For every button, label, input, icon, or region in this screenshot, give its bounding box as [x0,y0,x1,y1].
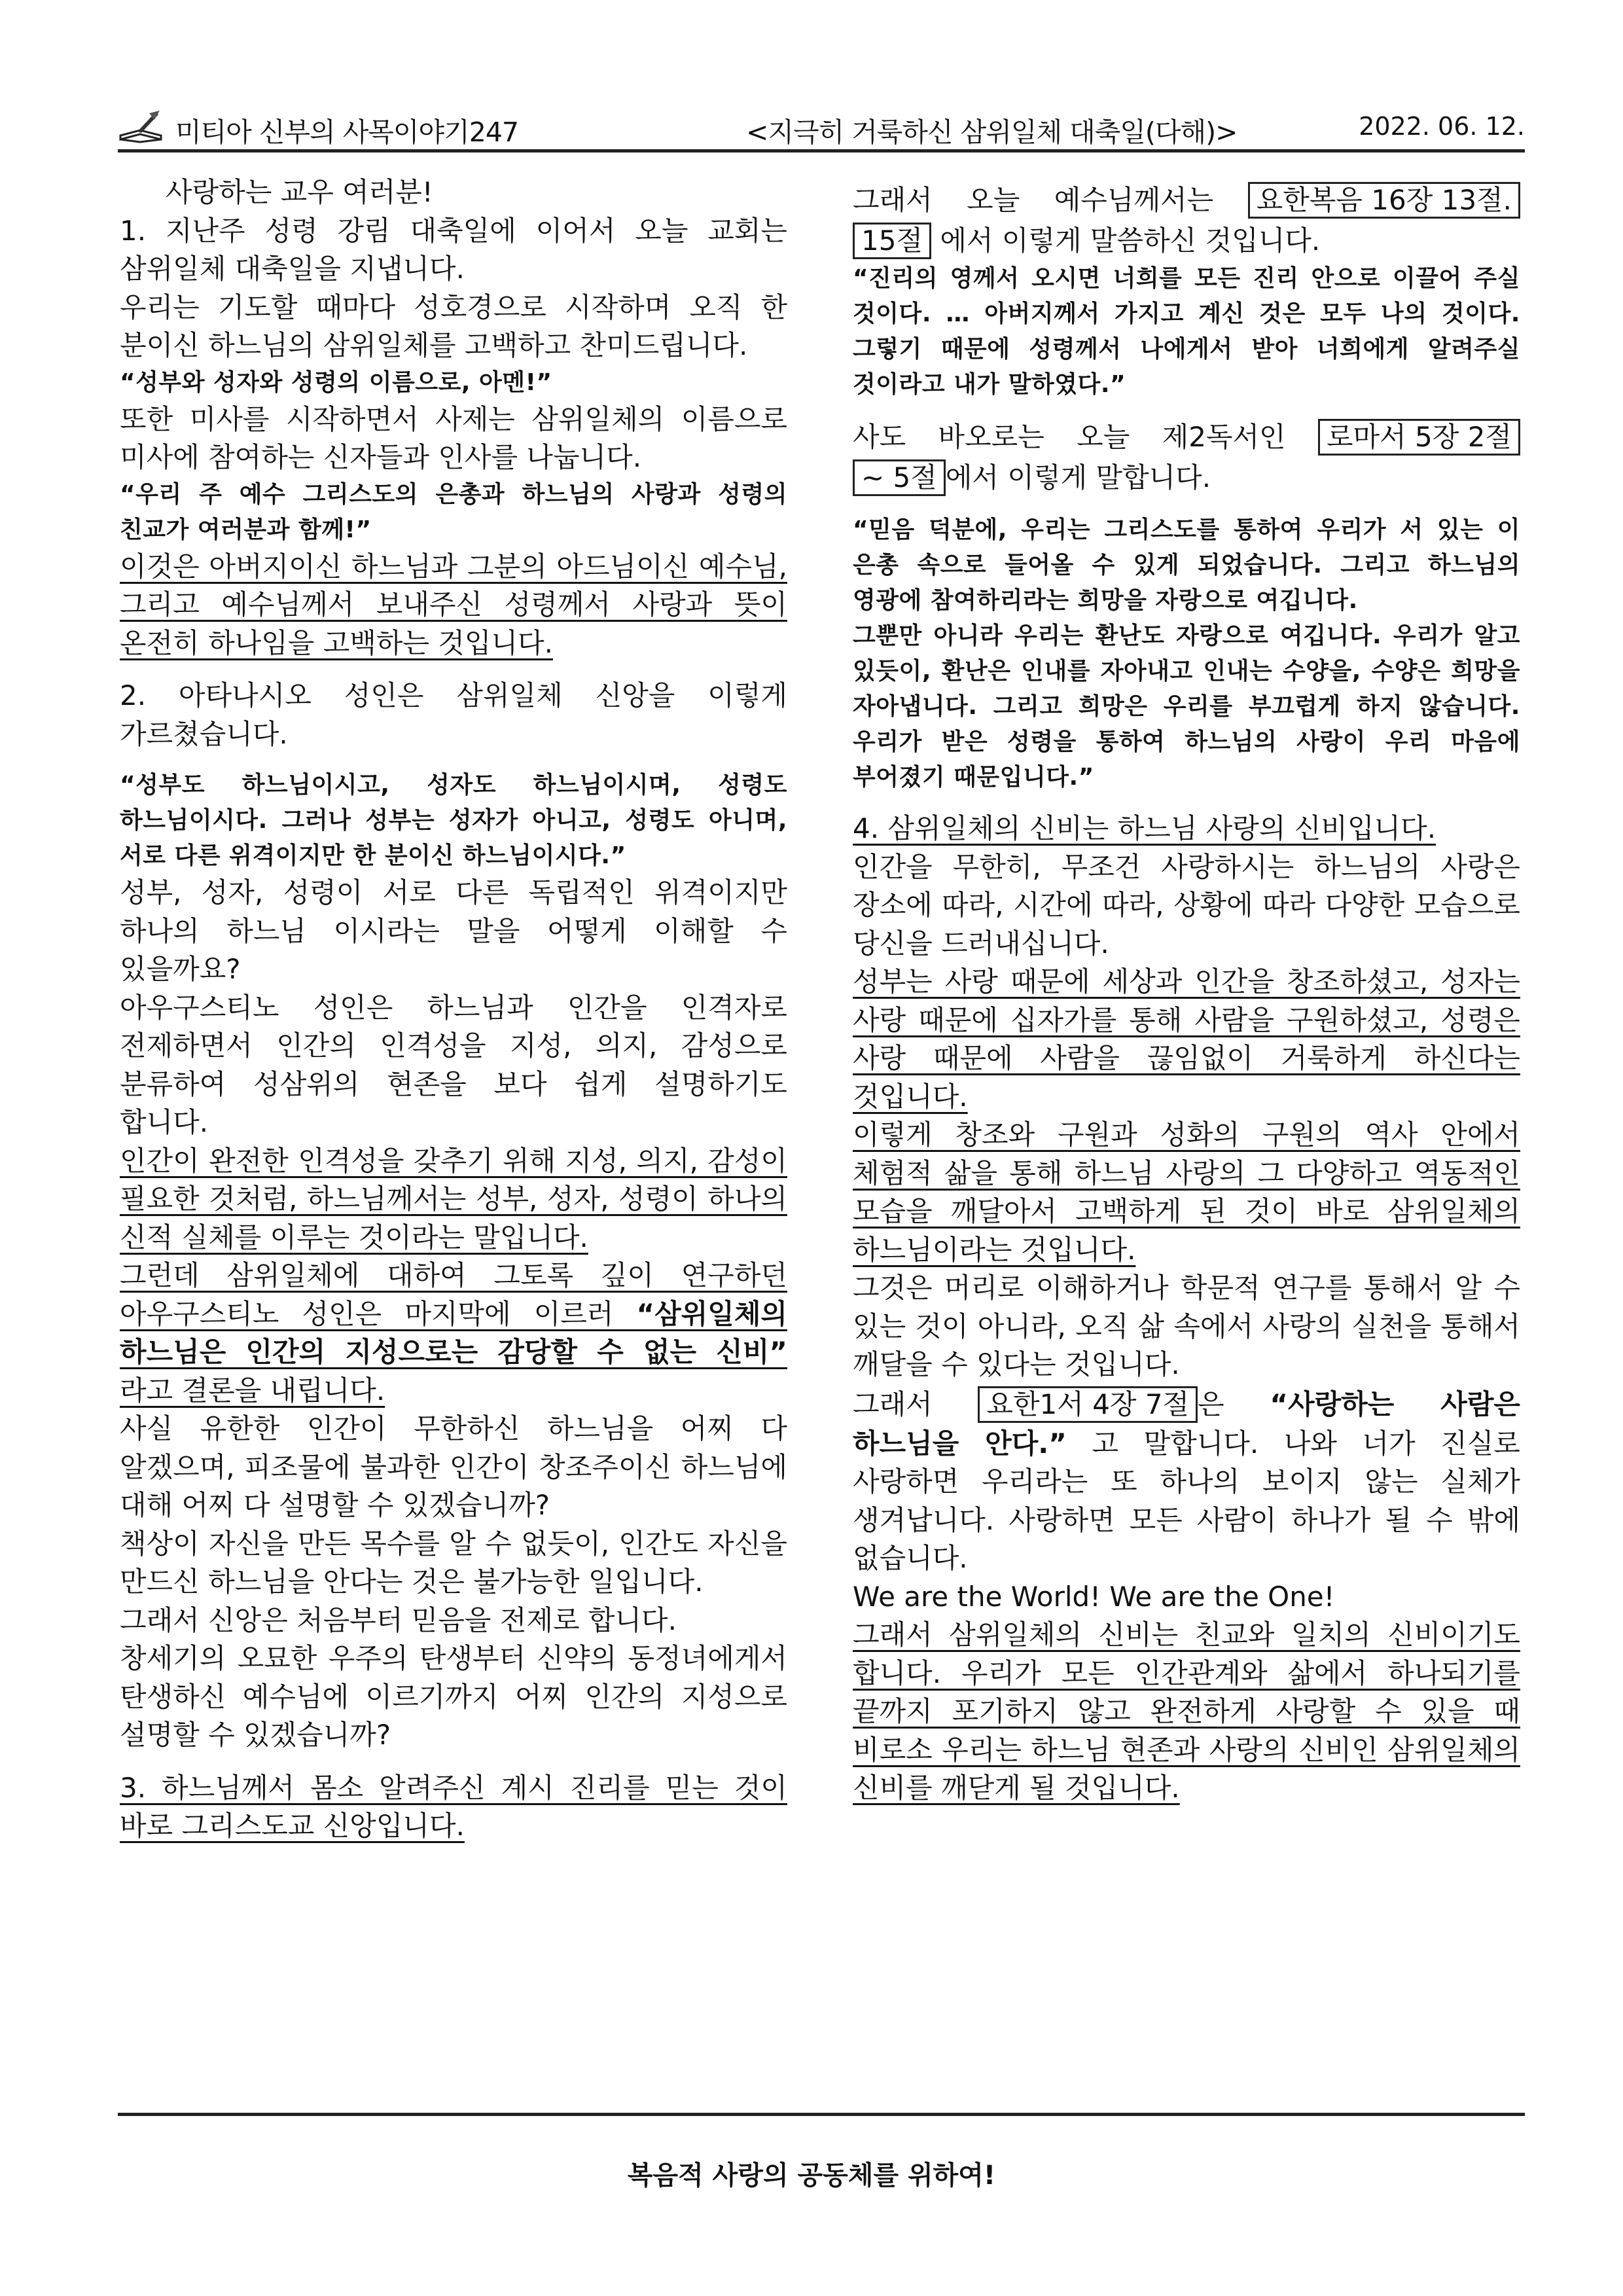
paragraph-16-end: 에서 이렇게 말합니다. [945,461,1211,493]
paragraph-7: 아우구스티노 성인은 하느님과 인간을 인격자로 전제하면서 인간의 인격성을 지성, 의지, 감성으로 분류하여 성삼위의 현존을 보다 쉽게 설명하기도 합니다. [120,991,787,1138]
paragraph-15-end: 에서 이렇게 말씀하신 것입니다. [931,224,1321,257]
quote-greeting: “우리 주 예수 그리스도의 은총과 하느님의 사랑과 성령의 친교가 여러분과 함께!” [120,480,787,543]
reference-box-1john: 요한1서 4장 7절 [978,1386,1198,1423]
paragraph-12: 그래서 신앙은 처음부터 믿음을 전제로 합니다. [120,1604,677,1636]
paragraph-6: 성부, 성자, 성령이 서로 다른 독립적인 위격이지만 하나의 하느님 이시라는 말을 어떻게 이해할 수 있을까요? [120,876,787,985]
paragraph-9-underlined [120,1257,787,1410]
paragraph-18-underlined: 성부는 사랑 때문에 세상과 인간을 창조하셨고, 성자는 사랑 때문에 십자가를 통해 사람을 구원하셨고, 성령은 사랑 때문에 사람을 끊임없이 거룩하게 하신다는 것입니다. [853,965,1520,1113]
greeting: 사랑하는 교우 여러분! [166,176,433,208]
quote-1john: “사랑하는 사람은 하느님을 안다.” [853,1388,1520,1460]
paragraph-1: 1. 지난주 성령 강림 대축일에 이어서 오늘 교회는 삼위일체 대축일을 지냅니다. [120,214,787,285]
quote-romans-2: 그뿐만 아니라 우리는 환난도 자랑으로 여깁니다. 우리가 알고 있듯이, 환난은 인내를 자아내고 인내는 수양을, 수양은 희망을 자아냅니다. 그리고 희망은 우리를 부끄럽게 하지 않습니다. 우리가 받은 성령을 통하여 하느님의 사랑이 우리 마음에 부어졌기 때문입니다.” [853,622,1520,791]
quote-romans-1: “믿음 덕분에, 우리는 그리스도를 통하여 우리가 서 있는 이 은총 속으로 들어올 수 있게 되었습니다. 그리고 하느님의 영광에 참여하리라는 희망을 자랑으로 여깁니다. [853,516,1520,614]
paragraph-2: 우리는 기도할 때마다 성호경으로 시작하며 오직 한 분이신 하느님의 삼위일체를 고백하고 찬미드립니다. [120,291,787,361]
paragraph-22-underlined: 그래서 삼위일체의 신비는 친교와 일치의 신비이기도 합니다. 우리가 모든 인간관계와 삶에서 하나되기를 끝까지 포기하지 않고 완전하게 사랑할 수 있을 때 비로소 우리는 하느님 현존과 사랑의 신비인 삼위일체의 신비를 깨닫게 될 것입니다. [853,1619,1520,1804]
slogan-line: We are the World! We are the One! [853,1580,1335,1613]
paragraph-17: 인간을 무한히, 무조건 사랑하시는 하느님의 사랑은 장소에 따라, 시간에 따라, 상황에 따라 다양한 모습으로 당신을 드러내십니다. [853,850,1520,960]
paragraph-14-underlined: 3. 하느님께서 몸소 알려주신 계시 진리를 믿는 것이 바로 그리스도교 신앙입니다. [120,1771,787,1842]
page-header [118,108,1525,150]
reference-box-john: 요한복음 16장 13절. [1248,182,1520,219]
header-rule [118,149,1525,152]
paragraph-13: 창세기의 오묘한 우주의 탄생부터 신약의 동정녀에게서 탄생하신 예수님에 이르기까지 어찌 인간의 지성으로 설명할 수 있겠습니까? [120,1642,787,1751]
paragraph-15-text: 그래서 오늘 예수님께서는 [853,184,1248,216]
paragraph-11: 책상이 자신을 만든 목수를 알 수 없듯이, 인간도 자신을 만드신 하느님을 안다는 것은 불가능한 일입니다. [120,1527,787,1598]
paragraph-3: 또한 미사를 시작하면서 사제는 삼위일체의 이름으로 미사에 참여하는 신자들과 인사를 나눕니다. [120,403,787,473]
reference-box-romans-verse: ~ 5절 [853,459,946,496]
paragraph-16-text: 사도 바오로는 오늘 제2독서인 [853,421,1318,453]
paragraph-10: 사실 유한한 인간이 무한하신 하느님을 어찌 다 알겠으며, 피조물에 불과한 인간이 창조주이신 하느님에 대해 어찌 다 설명할 수 있겠습니까? [120,1412,787,1521]
paragraph-9-end: 라고 결론을 내립니다. [120,1374,385,1407]
quote-sign-of-cross: “성부와 성자와 성령의 이름으로, 아멘!” [120,368,552,396]
footer-motto: 복음적 사랑의 공동체를 위하여! [627,2161,996,2191]
section-4-heading: 4. 삼위일체의 신비는 하느님 사랑의 신비입니다. [853,812,1436,844]
paragraph-21-text: 그래서 [853,1388,978,1420]
footer-rule [118,2113,1525,2116]
right-column [853,180,1520,1808]
quote-gospel: “진리의 영께서 오시면 너희를 모든 진리 안으로 이끌어 주실 것이다. … 아버지께서 가지고 계신 것은 모두 나의 것이다. 그렇기 때문에 성령께서 나에게서 받아 너희에게 알려주실 것이라고 내가 말하였다.” [853,265,1520,398]
left-column [120,173,787,1846]
header-feast-title: <지극히 거룩하신 삼위일체 대축일(다해)> [746,117,1238,148]
paragraph-21-end: 고 말합니다. 나와 너가 진실로 사랑하면 우리라는 또 하나의 보이지 않는 실체가 생겨납니다. 사랑하면 모든 사람이 하나가 될 수 밖에 없습니다. [853,1427,1520,1574]
paragraph-9-text: 그런데 삼위일체에 대하여 그토록 깊이 연구하던 아우구스티노 성인은 마지막에 이르러 [120,1259,787,1330]
reference-box-romans: 로마서 5장 2절 [1318,419,1520,456]
book-quill-icon [118,109,164,143]
paragraph-21-particle: 은 [1198,1388,1270,1420]
header-date: 2022. 06. 12. [1359,112,1525,141]
paragraph-20: 그것은 머리로 이해하거나 학문적 연구를 통해서 알 수 있는 것이 아니라, 오직 삶 속에서 사랑의 실천을 통해서 깨달을 수 있다는 것입니다. [853,1272,1520,1380]
paragraph-16 [853,417,1520,498]
paragraph-4-underlined: 이것은 아버지이신 하느님과 그분의 아드님이신 예수님, 그리고 예수님께서 보내주신 성령께서 사랑과 뜻이 온전히 하나임을 고백하는 것입니다. [120,550,787,659]
quote-mystery: “삼위일체의 하느님은 인간의 지성으로는 감당할 수 없는 신비” [120,1297,787,1368]
paragraph-19-underlined: 이렇게 창조와 구원과 성화의 구원의 역사 안에서 체험적 삶을 통해 하느님 사랑의 그 다양하고 역동적인 모습을 깨달아서 고백하게 된 것이 바로 삼위일체의 하느님이라는 것입니다. [853,1119,1520,1266]
paragraph-15 [853,180,1520,261]
paragraph-8-underlined: 인간이 완전한 인격성을 갖추기 위해 지성, 의지, 감성이 필요한 것처럼, 하느님께서는 성부, 성자, 성령이 하나의 신적 실체를 이루는 것이라는 말입니다. [120,1144,787,1253]
header-series-title: 미티아 신부의 사목이야기247 [175,117,518,148]
paragraph-21 [853,1384,1520,1578]
reference-box-john-verse: 15절 [853,223,931,259]
quote-athanasius: “성부도 하느님이시고, 성자도 하느님이시며, 성령도 하느님이시다. 그러나 성부는 성자가 아니고, 성령도 아니며, 서로 다른 위격이지만 한 분이신 하느님이시다.” [120,772,787,869]
paragraph-5: 2. 아타나시오 성인은 삼위일체 신앙을 이렇게 가르쳤습니다. [120,679,787,750]
